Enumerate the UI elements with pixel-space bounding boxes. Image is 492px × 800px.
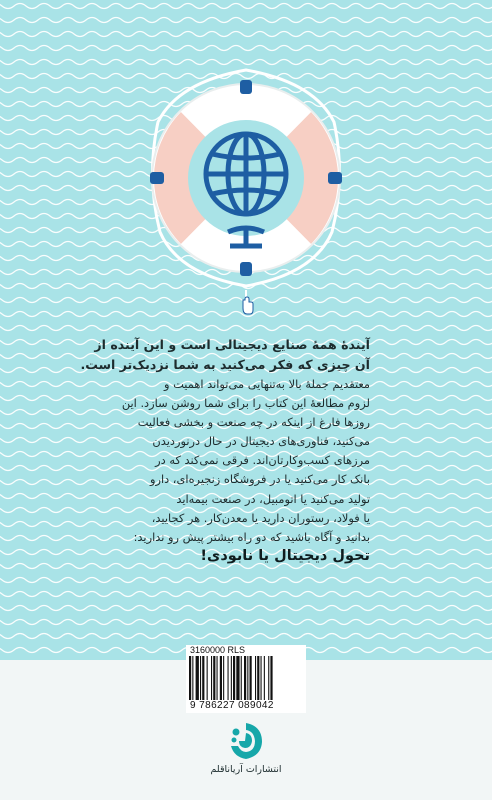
body-line: مرزهای کسب‌وکارتان‌اند. فرقی نمی‌کند که در [155,453,370,468]
barcode-bar [261,656,262,700]
barcode-icon [189,656,303,700]
price-label: 3160000 RLS [190,645,246,655]
barcode-bar [202,656,204,700]
back-cover-text [80,335,370,566]
globe-icon [206,134,286,214]
barcode-bar [264,656,265,700]
barcode-bar [200,656,201,700]
barcode-bar [223,656,224,700]
lead-line: آن چیزی که فکر می‌کنید به شما نزدیک‌تر است. [80,357,370,372]
wave-line [0,32,492,37]
barcode-bar [189,656,191,700]
barcode-bar [268,656,269,700]
barcode-bar [255,656,256,700]
publisher-logo-icon [226,720,266,762]
closing-slogan: تحول دیجیتال یا نابودی! [200,547,370,564]
barcode-bar [241,656,242,700]
wave-line [0,578,492,583]
wave-line [0,18,492,23]
body-line: می‌کنید، فناوری‌های دیجیتال در حال درنوردیدن [152,434,370,449]
barcode-bar [270,656,272,700]
lead-line: آیندۀ همۀ صنایع دیجیتالی است و این آینده از [94,337,370,352]
barcode-bar [247,656,248,700]
body-line: بدانید و آگاه باشید که دو راه بیشتر پیش رو ندارید: [133,529,370,544]
lifebuoy-icon [138,62,354,292]
barcode-bar [211,656,212,700]
wave-line [0,326,492,331]
wave-line [0,606,492,611]
body-line: معتقدیم جملۀ بالا به‌تنهایی می‌تواند اهمیت و [163,377,370,391]
wave-line [0,4,492,9]
body-line: تولید می‌کنید یا اتومبیل، در صنعت بیمه‌اید [176,491,370,506]
barcode-bar [207,656,208,700]
wave-line [0,46,492,51]
barcode-bar [192,656,193,700]
body-line: یا فولاد، رستوران دارید یا معدن‌کار. هر کجایید، [151,510,370,525]
barcode-bar [196,656,199,700]
barcode-bar [233,656,235,700]
lead-paragraph [80,335,370,375]
barcode-bar [236,656,239,700]
barcode-bar [213,656,215,700]
wave-line [0,620,492,625]
barcode-bar [220,656,222,700]
hand-cursor-icon [238,290,254,316]
publisher-name: انتشارات آریاناقلم [210,764,282,775]
wave-line [0,592,492,597]
barcode-bar [257,656,259,700]
body-paragraph [122,375,370,547]
wave-line [0,634,492,639]
barcode-bar [250,656,252,700]
isbn-number: 9 786227 089042 [190,700,274,711]
barcode-bar [217,656,218,700]
barcode-bar [228,656,229,700]
body-line: روزها فارغ از اینکه در چه صنعت و بخشی فعالیت [137,415,370,430]
body-line: بانک کار می‌کنید یا در فروشگاه زنجیره‌ای، دارو [149,472,370,487]
body-line: لزوم مطالعۀ این کتاب را برای شما روشن سازد. این [121,396,370,411]
barcode-bar [231,656,232,700]
barcode-bar [244,656,246,700]
